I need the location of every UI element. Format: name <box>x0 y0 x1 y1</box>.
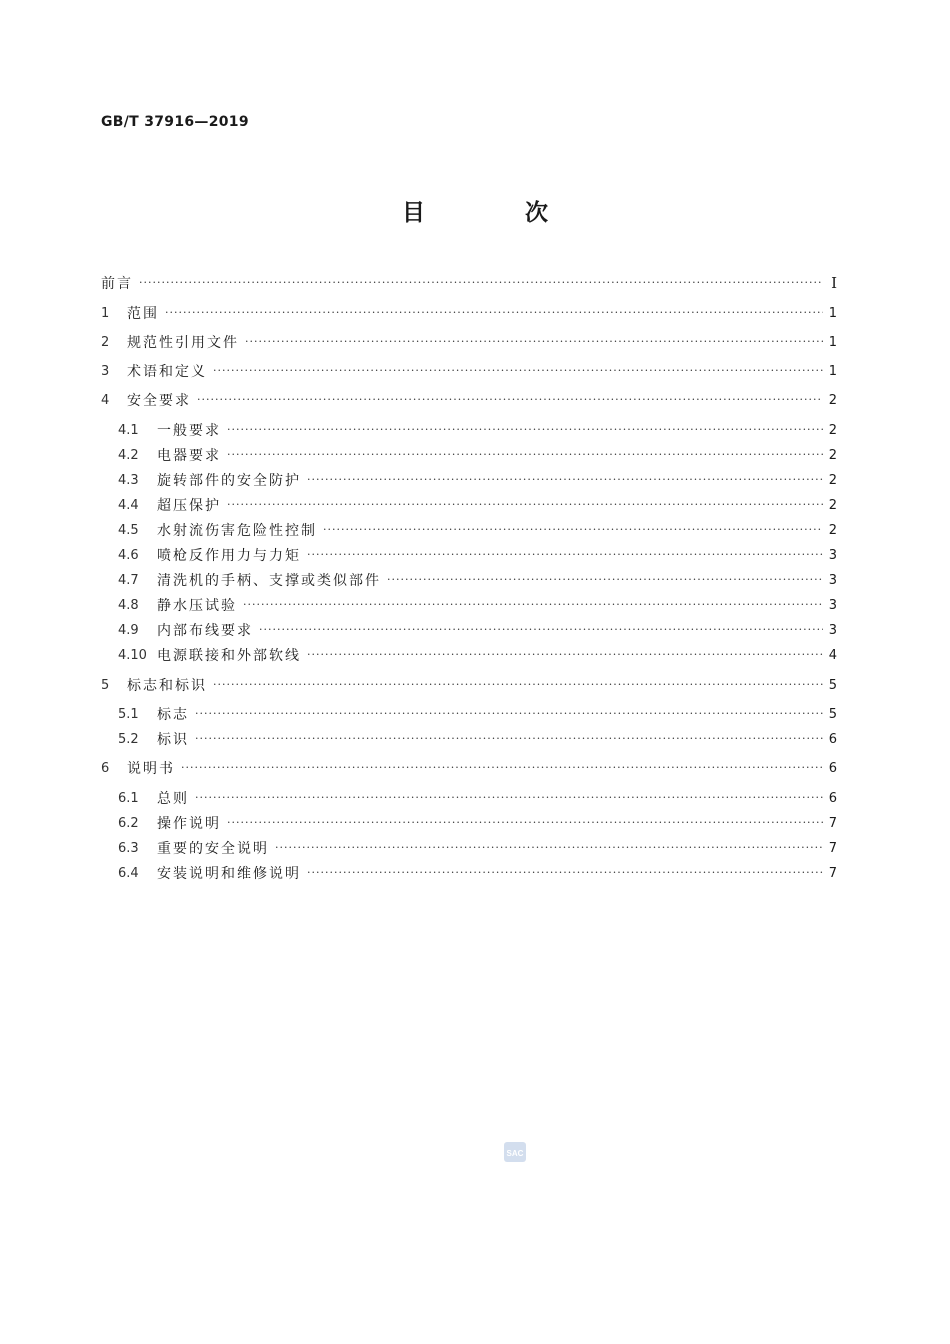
toc-entry-page-number: 4 <box>828 647 837 663</box>
toc-entry[interactable] <box>118 567 837 593</box>
toc-entry-title: 喷枪反作用力与力矩 <box>157 548 301 564</box>
toc-entry-number: 4.4 <box>118 497 139 513</box>
toc-leader-dots <box>227 497 823 513</box>
toc-entry[interactable] <box>118 726 837 752</box>
toc-entry[interactable] <box>101 270 837 296</box>
toc-entry-title: 安全要求 <box>127 393 191 409</box>
toc-entry[interactable] <box>118 701 837 727</box>
toc-entry-number: 4.3 <box>118 472 139 488</box>
toc-leader-dots <box>197 392 823 408</box>
toc-entry-page-number: 2 <box>828 422 837 438</box>
toc-entry-page-number: 2 <box>828 472 837 488</box>
toc-leader-dots <box>275 840 823 856</box>
toc-leader-dots <box>195 731 823 747</box>
toc-leader-dots <box>307 865 823 881</box>
toc-entry-title: 标志和标识 <box>127 678 207 694</box>
toc-entry[interactable] <box>101 387 837 413</box>
toc-entry-number: 2 <box>101 334 110 350</box>
toc-entry-page-number: 6 <box>828 790 837 806</box>
toc-entry-page-number: 2 <box>828 392 837 408</box>
toc-entry-page-number: 7 <box>828 815 837 831</box>
toc-entry[interactable] <box>101 755 837 781</box>
toc-entry-page-number: 1 <box>828 334 837 350</box>
toc-entry-page-number: 2 <box>828 447 837 463</box>
toc-entry-title: 总则 <box>157 791 189 807</box>
toc-leader-dots <box>227 422 823 438</box>
toc-entry[interactable] <box>118 810 837 836</box>
toc-entry-number: 6.4 <box>118 865 139 881</box>
toc-leader-dots <box>213 363 823 379</box>
toc-entry[interactable] <box>101 300 837 326</box>
toc-leader-dots <box>195 790 823 806</box>
toc-entry-number: 4.10 <box>118 647 147 663</box>
toc-entry[interactable] <box>101 672 837 698</box>
toc-leader-dots <box>243 597 823 613</box>
toc-entry-title: 规范性引用文件 <box>127 335 239 351</box>
toc-entry-page-number: 2 <box>828 522 837 538</box>
toc-entry-page-number: 3 <box>828 622 837 638</box>
toc-entry-page-number: 3 <box>828 597 837 613</box>
toc-entry-page-number: 3 <box>828 572 837 588</box>
toc-entry[interactable] <box>118 785 837 811</box>
toc-leader-dots <box>259 622 823 638</box>
toc-leader-dots <box>307 547 823 563</box>
toc-entry-title: 术语和定义 <box>127 364 207 380</box>
toc-entry-number: 4.7 <box>118 572 139 588</box>
toc-entry[interactable] <box>118 467 837 493</box>
toc-entry-title: 操作说明 <box>157 816 221 832</box>
toc-entry-number: 1 <box>101 305 110 321</box>
toc-leader-dots <box>139 275 823 291</box>
toc-entry-page-number: 7 <box>828 865 837 881</box>
toc-leader-dots <box>181 760 823 776</box>
toc-entry[interactable] <box>118 835 837 861</box>
toc-entry[interactable] <box>118 517 837 543</box>
toc-entry-page-number: 5 <box>828 677 837 693</box>
toc-entry-title: 旋转部件的安全防护 <box>157 473 301 489</box>
toc-leader-dots <box>323 522 823 538</box>
toc-entry-title: 一般要求 <box>157 423 221 439</box>
toc-leader-dots <box>227 447 823 463</box>
toc-leader-dots <box>213 677 823 693</box>
toc-entry-title: 范围 <box>127 306 159 322</box>
toc-entry[interactable] <box>118 642 837 668</box>
toc-entry-page-number: 5 <box>828 706 837 722</box>
toc-leader-dots <box>195 706 823 722</box>
toc-entry-page-number: 1 <box>828 305 837 321</box>
toc-entry-number: 6.2 <box>118 815 139 831</box>
toc-entry-title: 内部布线要求 <box>157 623 253 639</box>
toc-entry-number: 5.1 <box>118 706 139 722</box>
toc-entry[interactable] <box>101 358 837 384</box>
toc-entry-number: 4.6 <box>118 547 139 563</box>
toc-leader-dots <box>307 472 823 488</box>
toc-entry[interactable] <box>118 492 837 518</box>
toc-entry[interactable] <box>118 617 837 643</box>
toc-entry-number: 4.8 <box>118 597 139 613</box>
toc-entry[interactable] <box>118 442 837 468</box>
toc-entry-title: 安装说明和维修说明 <box>157 866 301 882</box>
page-title: 目 次 <box>401 200 594 226</box>
toc-entry[interactable] <box>118 417 837 443</box>
toc-entry-page-number: 7 <box>828 840 837 856</box>
toc-entry[interactable] <box>118 542 837 568</box>
toc-entry-number: 5.2 <box>118 731 139 747</box>
svg-text:SAC: SAC <box>506 1149 524 1158</box>
toc-entry-title: 静水压试验 <box>157 598 237 614</box>
toc-entry-number: 4.9 <box>118 622 139 638</box>
toc-entry-title: 水射流伤害危险性控制 <box>157 523 317 539</box>
toc-leader-dots <box>227 815 823 831</box>
toc-entry-number: 6.3 <box>118 840 139 856</box>
toc-entry-number: 6.1 <box>118 790 139 806</box>
toc-entry-title: 超压保护 <box>157 498 221 514</box>
toc-leader-dots <box>307 647 823 663</box>
toc-entry-page-number: 1 <box>828 363 837 379</box>
toc-entry-title: 前言 <box>101 276 133 292</box>
toc-entry-number: 6 <box>101 760 110 776</box>
sac-watermark-logo <box>502 1140 528 1164</box>
toc-entry-number: 4.2 <box>118 447 139 463</box>
toc-leader-dots <box>387 572 823 588</box>
toc-entry-number: 3 <box>101 363 110 379</box>
toc-entry-number: 4.1 <box>118 422 139 438</box>
toc-entry[interactable] <box>118 860 837 886</box>
toc-entry-title: 标志 <box>157 707 189 723</box>
toc-entry-page-number: 6 <box>828 760 837 776</box>
toc-entry-number: 4.5 <box>118 522 139 538</box>
toc-entry-number: 4 <box>101 392 110 408</box>
toc-leader-dots <box>165 305 823 321</box>
toc-entry-page-number: 3 <box>828 547 837 563</box>
toc-entry-page-number: 2 <box>828 497 837 513</box>
toc-entry-title: 标识 <box>157 732 189 748</box>
toc-entry-title: 电器要求 <box>157 448 221 464</box>
toc-entry-title: 说明书 <box>127 761 175 777</box>
toc-entry-title: 清洗机的手柄、支撑或类似部件 <box>157 573 381 589</box>
toc-leader-dots <box>245 334 823 350</box>
toc-entry-title: 电源联接和外部软线 <box>157 648 301 664</box>
toc-entry-page-number: 6 <box>828 731 837 747</box>
toc-entry[interactable] <box>118 592 837 618</box>
toc-entry-title: 重要的安全说明 <box>157 841 269 857</box>
toc-entry-number: 5 <box>101 677 110 693</box>
toc-entry-page-number: I <box>831 274 837 292</box>
standard-code: GB/T 37916—2019 <box>101 114 249 130</box>
toc-entry[interactable] <box>101 329 837 355</box>
